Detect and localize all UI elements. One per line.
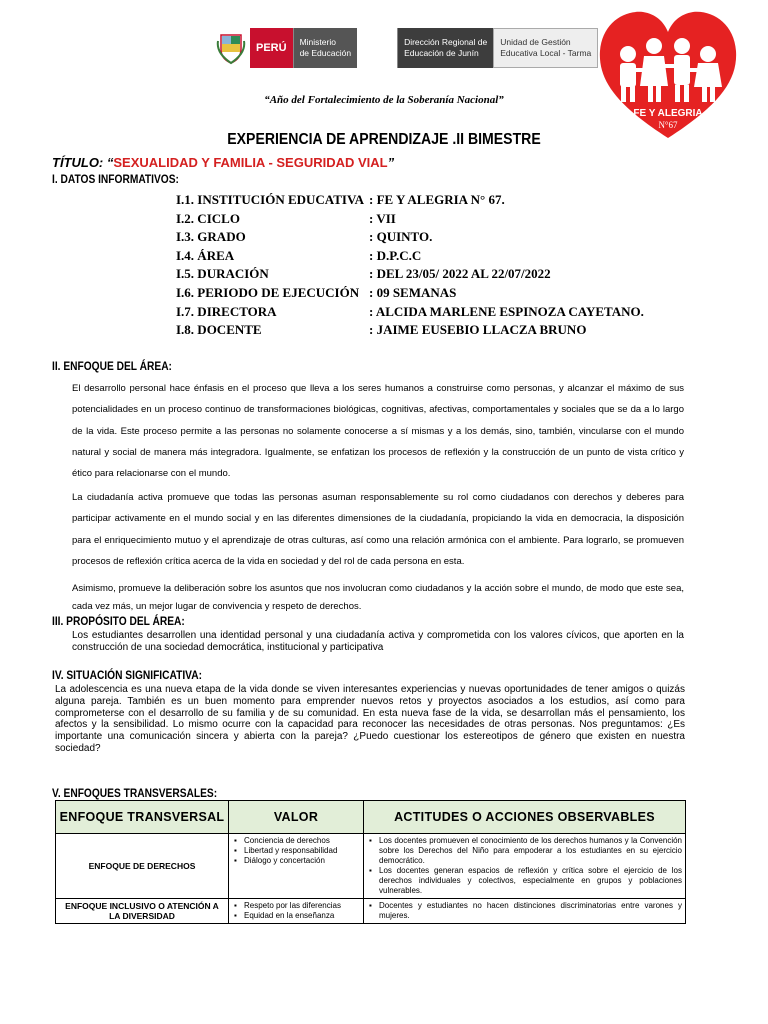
titulo-line [52, 155, 394, 170]
table-header-row [56, 801, 686, 834]
list-item: ▪ Docentes y estudiantes no hacen distinciones discriminatorias entre varones y mujeres. [379, 901, 682, 921]
actitudes-cell [364, 899, 686, 924]
list-item: ▪ Equidad en la enseñanza [244, 911, 360, 921]
enfoque-cell: ENFOQUE DE DERECHOS [56, 834, 229, 899]
table-header: VALOR [229, 801, 364, 834]
titulo-text: SEXUALIDAD Y FAMILIA - SEGURIDAD VIAL [113, 155, 388, 170]
table-header: ACTITUDES O ACCIONES OBSERVABLES [364, 801, 686, 834]
table-row [56, 899, 686, 924]
ugel-label: Unidad de Gestión Educativa Local - Tarma [493, 28, 598, 68]
enfoque-area-paragraph-3: Asimismo, promueve la deliberación sobre los asuntos que nos involucran como ciudadanos y la acción sobre el mundo, de modo que este sea, cada vez más, un mejor lugar de convivencia y respeto de derechos. [72, 583, 684, 612]
section-situacion: IV. SITUACIÓN SIGNIFICATIVA: [52, 668, 202, 682]
year-motto: “Año del Fortalecimiento de la Soberanía Nacional” [264, 94, 504, 106]
enfoque-area-paragraph-1: El desarrollo personal hace énfasis en el proceso que lleva a los seres humanos a construirse como personas, y alcanzar el máximo de sus potencialidades en un proceso continuo de transformaciones biológicas, cognitivas, afectivas, comportamentales y sociales que se da a lo largo de la vida. Este proceso permite a las personas no solamente conocerse a sí mismas y a los demás, sino, también, vincularse con el mundo natural y social de manera más integradora. Igualmente, se enfatizan los procesos de reflexión y la construcción de un punto de vista crítico y ético para relacionarse con el mundo. [72, 383, 684, 480]
peru-label: PERÚ [250, 28, 293, 68]
table-row [56, 834, 686, 899]
actitudes-cell [364, 834, 686, 899]
fe-y-alegria-heart-logo [598, 6, 738, 144]
situacion-text: La adolescencia es una nueva etapa de la vida donde se viven interesantes experiencias y nuevas oportunidades de tener amigos o quizás alguna pareja. También es un buen momento para emprender nuevos retos y proyectos asociados a los estudios, así como para comprometerse con el desarrollo de su familia y de su comunidad. En esta nueva fase de la vida, se desarrollan más el pensamiento, los afectos y la sensibilidad. Lo mismo ocurre con la capacidad para reconocer las necesidades de otras personas. Nos preguntamos: ¿Es importante una comunicación sincera y abierta con la pareja? ¿Puedo cuestionar los estereotipos de género que existen en nuestra sociedad? [55, 684, 685, 754]
section-enfoque-area: II. ENFOQUE DEL ÁREA: [52, 359, 172, 373]
titulo-close: ” [387, 155, 395, 170]
enfoque-cell: ENFOQUE INCLUSIVO O ATENCIÓN A LA DIVERSIDAD [56, 899, 229, 924]
list-item: ▪ Los docentes promueven el conocimiento de los derechos humanos y la Convención sobre los Derechos del Niño para empoderar a los estudiantes en su ejercicio democrático. [379, 836, 682, 866]
titulo-label: TÍTULO: “ [52, 155, 114, 170]
list-item: ▪ Libertad y responsabilidad [244, 846, 360, 856]
direccion-regional-label: Dirección Regional de Educación de Junín [397, 28, 493, 68]
proposito-text: Los estudiantes desarrollen una identidad personal y una ciudadanía activa y comprometida con los valores cívicos, que aporten en la construcción de una sociedad democrática, institucional y participativa [72, 630, 684, 653]
enfoque-area-paragraph-2: La ciudadanía activa promueve que todas las personas asuman responsablemente su rol como ciudadanos con derechos y deberes para participar activamente en el mundo social y en las diferentes dimensiones de la ciudadanía, propiciando la vida en democracia, la disposición para el enriquecimiento mutuo y el aprendizaje de otras culturas, así como una relación armónica con el ambiente. Para lograrlo, se promueven procesos de reflexión crítica acerca de la vida en sociedad y del rol de cada persona en esta. [72, 492, 684, 567]
logo-number: N°67 [658, 120, 678, 130]
ministerio-label: Ministerio de Educación [293, 28, 358, 68]
enfoques-transversales-table [55, 800, 686, 924]
table-header: ENFOQUE TRANSVERSAL [56, 801, 229, 834]
logo-text: FE Y ALEGRIA [633, 108, 703, 119]
government-logo-strip [212, 28, 598, 68]
list-item: ▪ Diálogo y concertación [244, 856, 360, 866]
section-datos-informativos: I. DATOS INFORMATIVOS: [52, 172, 179, 186]
valor-cell [229, 899, 364, 924]
list-item: ▪ Los docentes generan espacios de reflexión y crítica sobre el ejercicio de los derechos individuales y colectivos, especialmente en grupos y poblaciones vulnerables. [379, 866, 682, 896]
page-title: EXPERIENCIA DE APRENDIZAJE .II BIMESTRE [227, 131, 541, 148]
section-enfoques-transversales: V. ENFOQUES TRANSVERSALES: [52, 786, 218, 800]
peru-coat-of-arms-icon [212, 28, 250, 68]
valor-cell [229, 834, 364, 899]
list-item: ▪ Conciencia de derechos [244, 836, 360, 846]
section-proposito: III. PROPÓSITO DEL ÁREA: [52, 614, 185, 628]
list-item: ▪ Respeto por las diferencias [244, 901, 360, 911]
